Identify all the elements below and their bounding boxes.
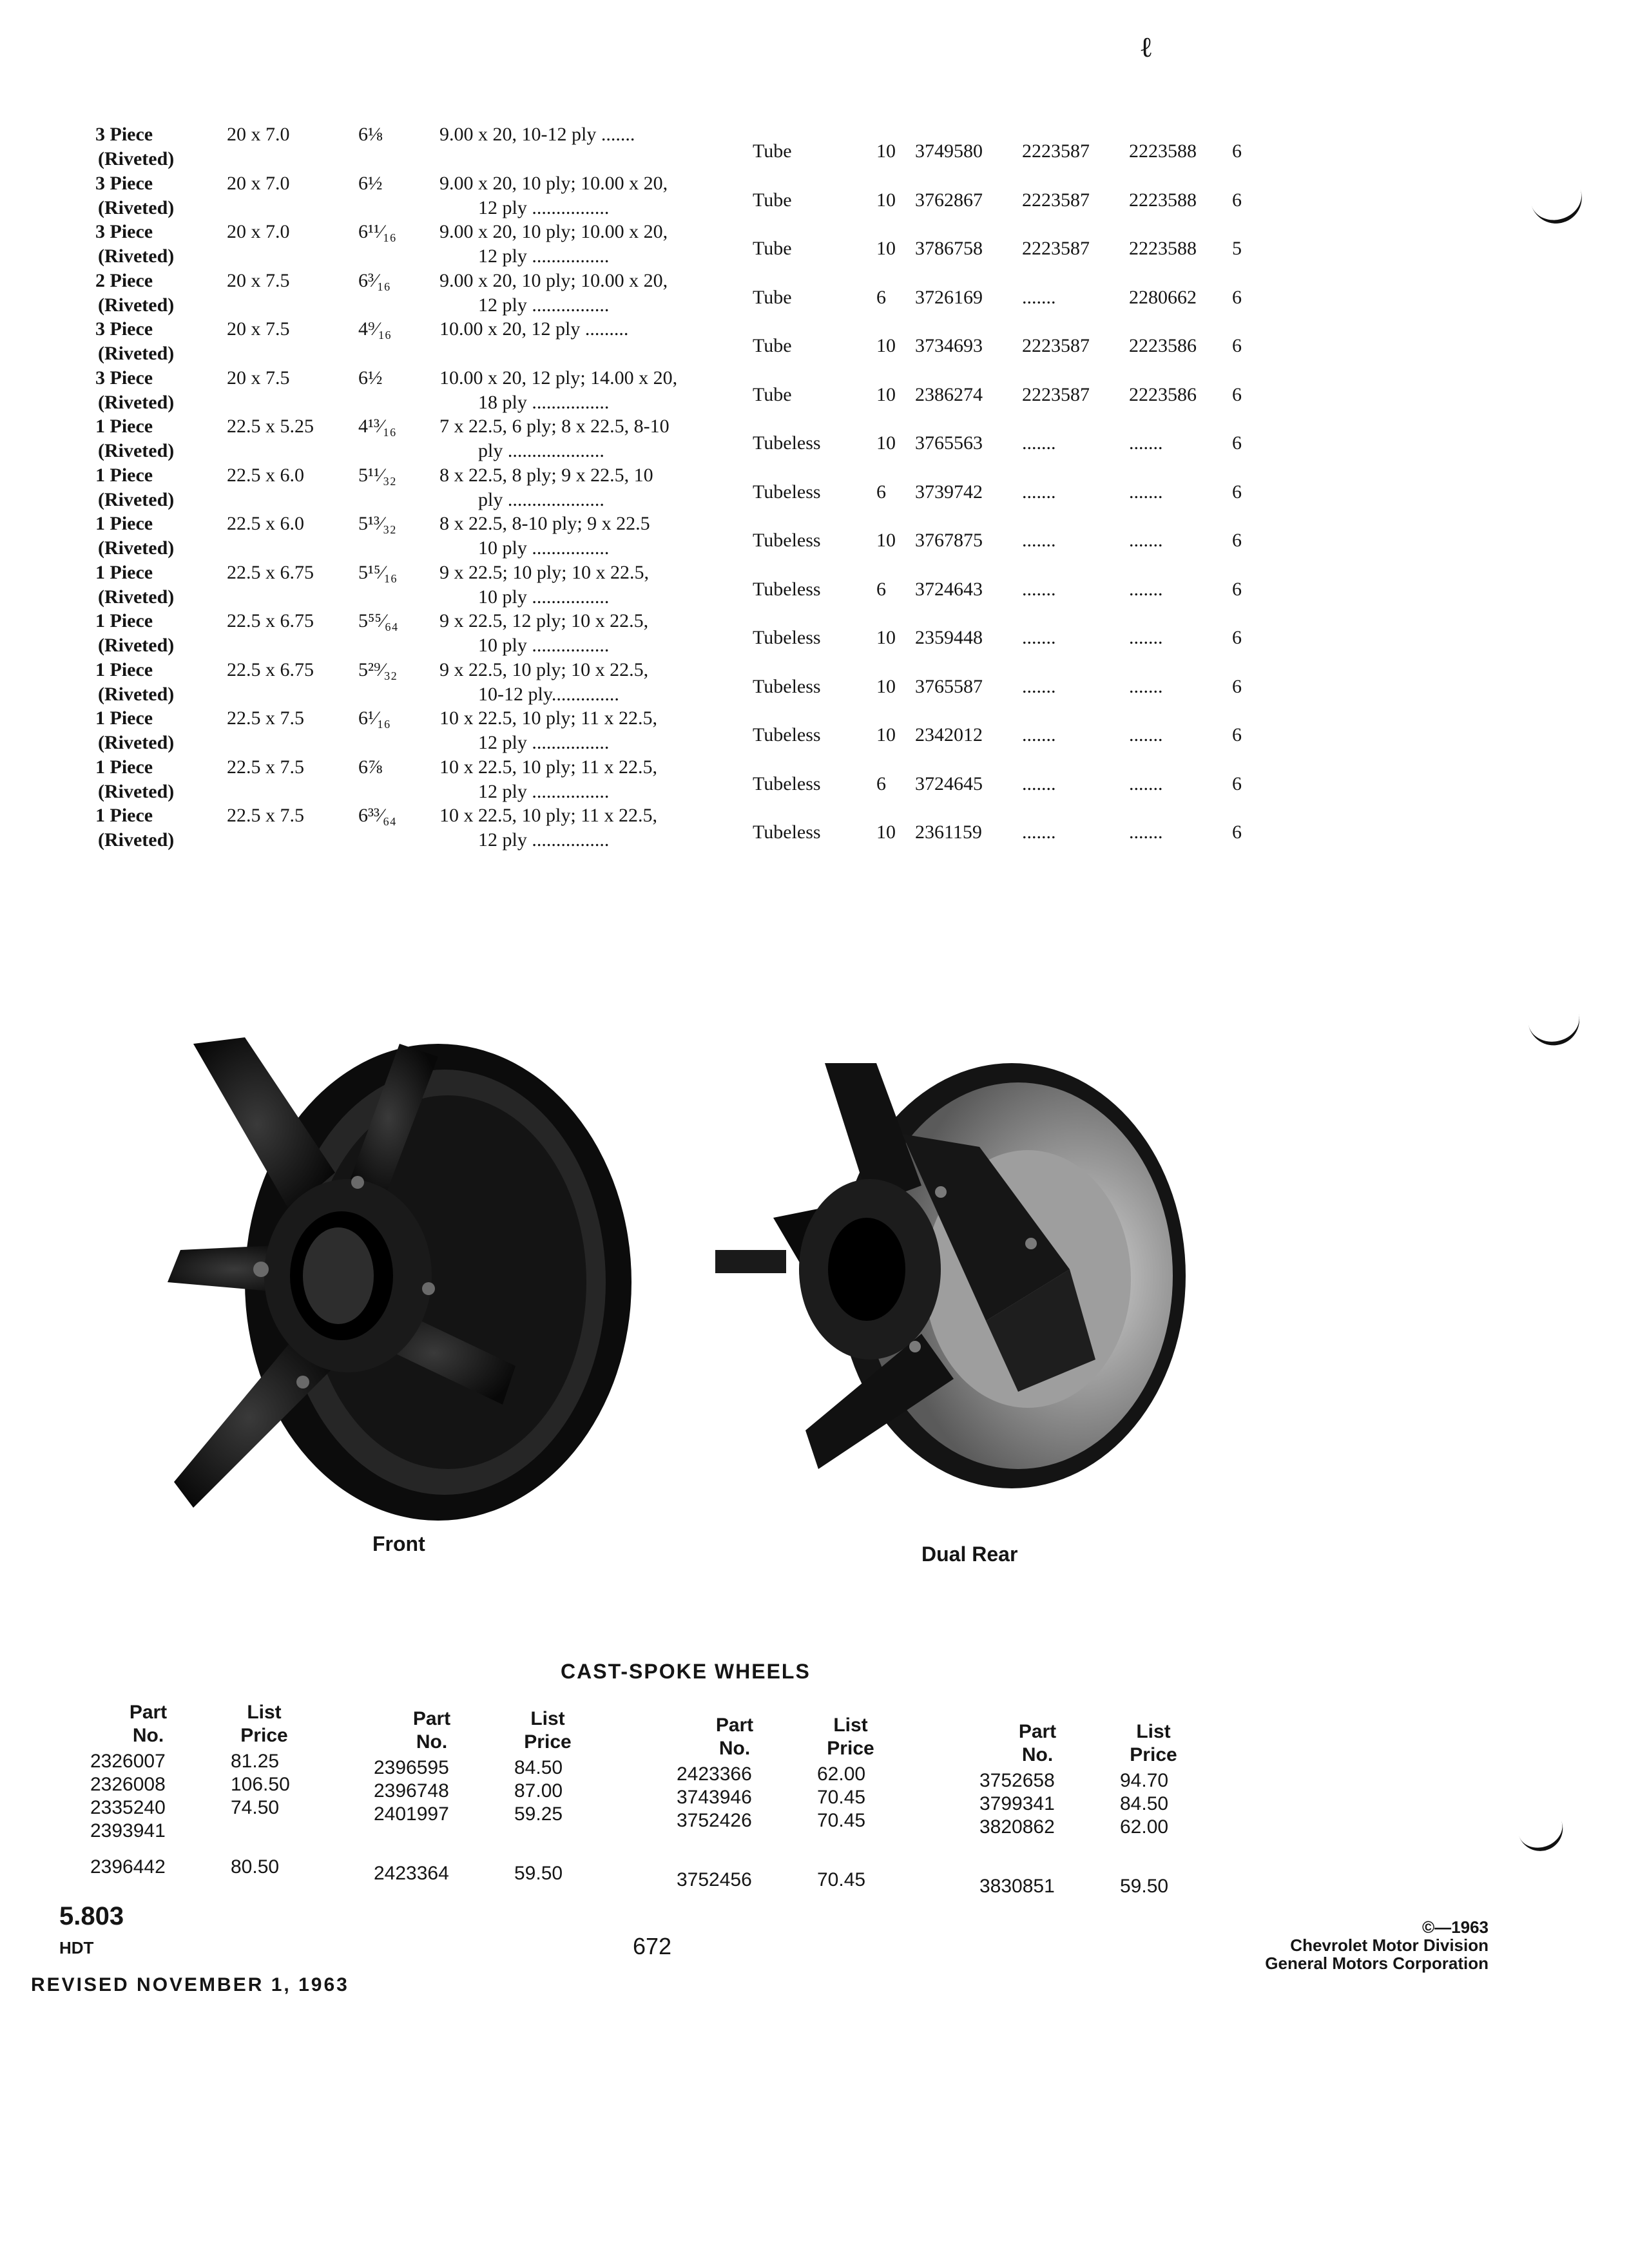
cell-last: 6 [1232,189,1242,211]
wheel-spec-row [0,366,1629,415]
cell-qty: 10 [876,530,896,551]
cell-sub: (Riveted) [98,586,175,608]
list-price-cell: 87.00 [514,1780,563,1802]
list-price-cell: 94.70 [1120,1770,1169,1791]
cell-p2: ....... [1022,724,1056,745]
list-price-header [226,1701,303,1747]
cell-tube: Tubeless [753,578,821,600]
cell-part: 3765587 [915,675,983,697]
header-line: No. [132,1725,164,1746]
list-price-cell: 74.50 [231,1797,280,1818]
cell-tire: 9.00 x 20, 10 ply; 10.00 x 20, [439,172,668,194]
list-price-cell: 59.25 [514,1803,563,1825]
cell-offset: 6⅞ [358,756,383,778]
cell-type: 1 Piece [95,561,153,583]
part-no-cell: 3752658 [979,1770,1055,1791]
cell-tire2: 10 ply ................ [478,635,610,656]
cell-qty: 10 [876,724,896,745]
cell-p2: ....... [1022,286,1056,308]
cell-sub: (Riveted) [98,780,175,802]
header-line: Part [1018,1721,1057,1742]
dual-rear-wheel-image [709,1057,1186,1508]
cell-offset: 6⅛ [358,124,383,145]
cell-tire: 9.00 x 20, 10-12 ply ....... [439,124,635,145]
cell-p3: 2223588 [1129,140,1197,162]
wheel-spec-row [0,658,1629,707]
cell-tire2: 12 ply ................ [478,294,610,316]
header-line: List [1136,1721,1171,1742]
cell-tire2: 12 ply ................ [478,829,610,850]
cell-p3: ....... [1129,627,1163,648]
part-no-cell: 3830851 [979,1876,1055,1897]
cell-p2: 2223587 [1022,140,1090,162]
dual-rear-wheel-photo [709,1057,1186,1508]
header-line: No. [416,1731,448,1753]
cell-p3: ....... [1129,675,1163,697]
cell-tube: Tubeless [753,773,821,794]
cell-tube: Tubeless [753,530,821,551]
cell-last: 5 [1232,238,1242,259]
list-price-header [812,1714,889,1760]
cell-type: 1 Piece [95,513,153,534]
cell-last: 6 [1232,140,1242,162]
wheel-spec-row [0,269,1629,318]
cell-p2: ....... [1022,822,1056,843]
header-line: Price [240,1725,288,1746]
cell-size: 22.5 x 7.5 [227,805,304,826]
cell-p3: 2223588 [1129,238,1197,259]
part-no-header [110,1701,187,1747]
list-price-cell: 62.00 [817,1763,866,1785]
cell-part: 3765563 [915,432,983,454]
cell-tire: 10 x 22.5, 10 ply; 11 x 22.5, [439,707,658,729]
cell-type: 1 Piece [95,707,153,729]
cell-qty: 10 [876,675,896,697]
cell-offset: 6½ [358,367,383,389]
wheel-spec-row [0,317,1629,366]
cell-type: 3 Piece [95,124,153,145]
cell-qty: 10 [876,822,896,843]
cell-p2: 2223587 [1022,335,1090,356]
corner-mark: ℓ [1139,31,1153,64]
part-no-header [393,1707,470,1754]
cell-qty: 10 [876,627,896,648]
cell-tube: Tube [753,238,792,259]
list-price-cell: 80.50 [231,1856,280,1878]
header-line: Part [129,1702,168,1723]
cell-tube: Tubeless [753,675,821,697]
cell-sub: (Riveted) [98,732,175,753]
list-price-cell: 84.50 [1120,1793,1169,1814]
cell-p3: ....... [1129,432,1163,454]
cell-sub: (Riveted) [98,148,175,169]
cell-offset: 5¹³⁄₃₂ [358,513,396,534]
cell-part: 3726169 [915,286,983,308]
cell-tire: 7 x 22.5, 6 ply; 8 x 22.5, 8-10 [439,416,670,437]
cell-offset: 6³³⁄₆₄ [358,805,396,826]
cell-qty: 6 [876,773,886,794]
cell-part: 3786758 [915,238,983,259]
cell-type: 2 Piece [95,269,153,291]
cell-offset: 5¹⁵⁄₁₆ [358,561,398,583]
cell-last: 6 [1232,675,1242,697]
cell-type: 1 Piece [95,610,153,631]
cell-last: 6 [1232,822,1242,843]
part-no-header [999,1720,1076,1767]
header-line: List [530,1708,565,1729]
cell-tire: 10.00 x 20, 12 ply ......... [439,318,629,340]
cell-p3: ....... [1129,822,1163,843]
cell-p3: ....... [1129,530,1163,551]
cell-offset: 6³⁄₁₆ [358,269,390,291]
cell-p2: 2223587 [1022,189,1090,211]
cell-sub: (Riveted) [98,537,175,559]
cell-tire: 9 x 22.5; 10 ply; 10 x 22.5, [439,561,650,583]
header-line: List [833,1715,868,1736]
cell-tube: Tube [753,140,792,162]
cell-tire2: ply .................... [478,440,604,461]
cell-last: 6 [1232,578,1242,600]
cell-tire2: 18 ply ................ [478,391,610,413]
cell-last: 6 [1232,724,1242,745]
cell-qty: 6 [876,286,886,308]
corporation-name: General Motors Corporation [1265,1954,1489,1973]
cell-size: 20 x 7.0 [227,172,290,194]
cell-offset: 6½ [358,172,383,194]
wheel-spec-row [0,463,1629,512]
cell-tire2: 10 ply ................ [478,586,610,608]
cell-tube: Tube [753,335,792,356]
copyright: ©—1963 [1422,1917,1489,1937]
cell-tube: Tubeless [753,432,821,454]
cell-offset: 4⁹⁄₁₆ [358,318,392,340]
part-no-cell: 3820862 [979,1816,1055,1838]
cell-tube: Tubeless [753,724,821,745]
cell-qty: 10 [876,238,896,259]
part-no-cell: 2326007 [90,1751,166,1772]
cell-offset: 5⁵⁵⁄₆₄ [358,610,398,631]
cell-p2: 2223587 [1022,383,1090,405]
part-no-cell: 3752426 [677,1810,752,1831]
cell-tire2: ply .................... [478,488,604,510]
list-price-cell: 84.50 [514,1757,563,1778]
cell-p2: ....... [1022,432,1056,454]
cell-size: 20 x 7.0 [227,124,290,145]
cell-part: 3724645 [915,773,983,794]
cell-tube: Tube [753,286,792,308]
wheel-spec-row [0,171,1629,220]
cell-last: 6 [1232,481,1242,503]
list-price-header [509,1707,586,1754]
wheel-spec-row [0,122,1629,171]
cell-qty: 6 [876,578,886,600]
cell-size: 22.5 x 6.0 [227,464,304,486]
cell-type: 3 Piece [95,172,153,194]
cell-p2: 2223587 [1022,238,1090,259]
cell-part: 3767875 [915,530,983,551]
list-price-cell: 62.00 [1120,1816,1169,1838]
cell-part: 3762867 [915,189,983,211]
part-no-cell: 2423366 [677,1763,752,1785]
cell-sub: (Riveted) [98,683,175,705]
front-caption: Front [372,1532,425,1555]
cell-last: 6 [1232,383,1242,405]
cell-tire2: 10 ply ................ [478,537,610,559]
front-wheel-photo [155,1018,644,1546]
header-line: Price [524,1731,572,1753]
cell-size: 22.5 x 6.75 [227,658,314,680]
cell-tire: 10 x 22.5, 10 ply; 11 x 22.5, [439,756,658,778]
cell-size: 22.5 x 7.5 [227,707,304,729]
cell-p2: ....... [1022,578,1056,600]
cell-p3: 2223586 [1129,335,1197,356]
wheel-spec-row [0,755,1629,804]
cast-spoke-table [0,1701,1629,1897]
wheel-spec-row [0,706,1629,755]
header-line: No. [1021,1744,1054,1765]
part-no-cell: 2396748 [374,1780,449,1802]
cell-qty: 10 [876,432,896,454]
cell-size: 22.5 x 7.5 [227,756,304,778]
cell-type: 3 Piece [95,221,153,242]
cell-sub: (Riveted) [98,294,175,316]
cell-part: 2361159 [915,822,982,843]
front-wheel-image [155,1018,644,1546]
cell-qty: 10 [876,140,896,162]
section-number: 5.803 [59,1902,124,1930]
cell-p3: ....... [1129,773,1163,794]
part-no-cell: 2335240 [90,1797,166,1818]
cell-tire: 9 x 22.5, 12 ply; 10 x 22.5, [439,610,649,631]
cell-part: 3749580 [915,140,983,162]
section-code: HDT [59,1938,94,1957]
cell-offset: 6¹⁄₁₆ [358,707,390,729]
cell-part: 2342012 [915,724,983,745]
cell-size: 22.5 x 6.75 [227,561,314,583]
cast-spoke-title: CAST-SPOKE WHEELS [561,1660,811,1683]
cell-qty: 10 [876,189,896,211]
cell-type: 1 Piece [95,756,153,778]
cell-part: 2386274 [915,383,983,405]
cell-part: 3734693 [915,335,983,356]
cell-size: 22.5 x 6.75 [227,610,314,631]
header-line: Price [1130,1744,1177,1765]
cell-type: 1 Piece [95,416,153,437]
cell-tire: 9.00 x 20, 10 ply; 10.00 x 20, [439,221,668,242]
cell-size: 20 x 7.5 [227,269,290,291]
part-no-cell: 3752456 [677,1869,752,1890]
cell-type: 1 Piece [95,464,153,486]
cell-p2: ....... [1022,530,1056,551]
cell-tube: Tube [753,383,792,405]
cell-p3: 2223586 [1129,383,1197,405]
cell-tire: 8 x 22.5, 8 ply; 9 x 22.5, 10 [439,464,653,486]
part-no-cell: 2423364 [374,1863,449,1884]
wheel-spec-row [0,220,1629,269]
list-price-cell: 106.50 [231,1774,290,1795]
wheel-spec-row [0,512,1629,561]
cell-p2: ....... [1022,627,1056,648]
cell-tire: 10.00 x 20, 12 ply; 14.00 x 20, [439,367,678,389]
part-no-header [696,1714,773,1760]
cell-p2: ....... [1022,481,1056,503]
binder-mark [1528,1013,1585,1050]
cell-size: 20 x 7.5 [227,318,290,340]
cell-offset: 5²⁹⁄₃₂ [358,658,398,680]
list-price-cell: 81.25 [231,1751,280,1772]
cell-qty: 10 [876,383,896,405]
cell-tire: 10 x 22.5, 10 ply; 11 x 22.5, [439,805,658,826]
cell-size: 22.5 x 6.0 [227,513,304,534]
cell-qty: 10 [876,335,896,356]
part-no-cell: 3799341 [979,1793,1055,1814]
list-price-cell: 70.45 [817,1787,866,1808]
cell-size: 20 x 7.5 [227,367,290,389]
cell-sub: (Riveted) [98,635,175,656]
wheel-spec-row [0,803,1629,852]
list-price-header [1115,1720,1192,1767]
header-line: Part [715,1715,754,1736]
cell-type: 1 Piece [95,805,153,826]
part-no-cell: 2326008 [90,1774,166,1795]
list-price-cell: 70.45 [817,1869,866,1890]
cell-last: 6 [1232,286,1242,308]
list-price-cell: 59.50 [514,1863,563,1884]
cell-p2: ....... [1022,773,1056,794]
wheel-spec-row [0,561,1629,610]
cell-tire: 9.00 x 20, 10 ply; 10.00 x 20, [439,269,668,291]
cell-tube: Tubeless [753,627,821,648]
cell-type: 3 Piece [95,367,153,389]
cell-tire: 8 x 22.5, 8-10 ply; 9 x 22.5 [439,513,650,534]
cell-tube: Tubeless [753,481,821,503]
part-no-cell: 3743946 [677,1787,752,1808]
header-line: No. [718,1738,751,1759]
cell-tube: Tubeless [753,822,821,843]
part-no-cell: 2396442 [90,1856,166,1878]
wheel-spec-row [0,414,1629,463]
page-number: 672 [633,1933,672,1959]
cell-last: 6 [1232,627,1242,648]
cell-size: 22.5 x 5.25 [227,416,314,437]
cell-p3: ....... [1129,481,1163,503]
part-no-cell: 2396595 [374,1757,449,1778]
header-line: Price [827,1738,874,1759]
cell-sub: (Riveted) [98,343,175,364]
cell-tire2: 12 ply ................ [478,780,610,802]
cell-p3: 2223588 [1129,189,1197,211]
wheel-spec-row [0,609,1629,658]
cell-last: 6 [1232,773,1242,794]
cell-last: 6 [1232,335,1242,356]
cell-sub: (Riveted) [98,440,175,461]
list-price-cell: 59.50 [1120,1876,1169,1897]
cell-tube: Tube [753,189,792,211]
cell-qty: 6 [876,481,886,503]
cell-part: 2359448 [915,627,983,648]
cell-tire2: 12 ply ................ [478,732,610,753]
cell-sub: (Riveted) [98,488,175,510]
cell-type: 1 Piece [95,658,153,680]
cell-tire2: 10-12 ply.............. [478,683,619,705]
list-price-cell: 70.45 [817,1810,866,1831]
wheel-spec-table [0,122,1629,889]
cell-offset: 5¹¹⁄₃₂ [358,464,396,486]
cell-sub: (Riveted) [98,197,175,218]
cell-offset: 4¹³⁄₁₆ [358,416,396,437]
cell-offset: 6¹¹⁄₁₆ [358,221,396,242]
header-line: List [247,1702,282,1723]
cell-p3: 2280662 [1129,286,1197,308]
cell-last: 6 [1232,530,1242,551]
revised-date: REVISED NOVEMBER 1, 1963 [31,1974,349,1995]
cell-tire2: 12 ply ................ [478,245,610,267]
cell-size: 20 x 7.0 [227,221,290,242]
cell-p3: ....... [1129,578,1163,600]
cell-tire: 9 x 22.5, 10 ply; 10 x 22.5, [439,658,649,680]
part-no-cell: 2393941 [90,1820,166,1841]
cell-part: 3739742 [915,481,983,503]
cell-sub: (Riveted) [98,829,175,850]
cell-last: 6 [1232,432,1242,454]
cell-p3: ....... [1129,724,1163,745]
header-line: Part [412,1708,451,1729]
cell-sub: (Riveted) [98,391,175,413]
division-name: Chevrolet Motor Division [1290,1936,1489,1955]
cell-sub: (Riveted) [98,245,175,267]
cell-part: 3724643 [915,578,983,600]
cell-type: 3 Piece [95,318,153,340]
cell-tire2: 12 ply ................ [478,197,610,218]
cell-p2: ....... [1022,675,1056,697]
part-no-cell: 2401997 [374,1803,449,1825]
dual-rear-caption: Dual Rear [921,1542,1018,1566]
